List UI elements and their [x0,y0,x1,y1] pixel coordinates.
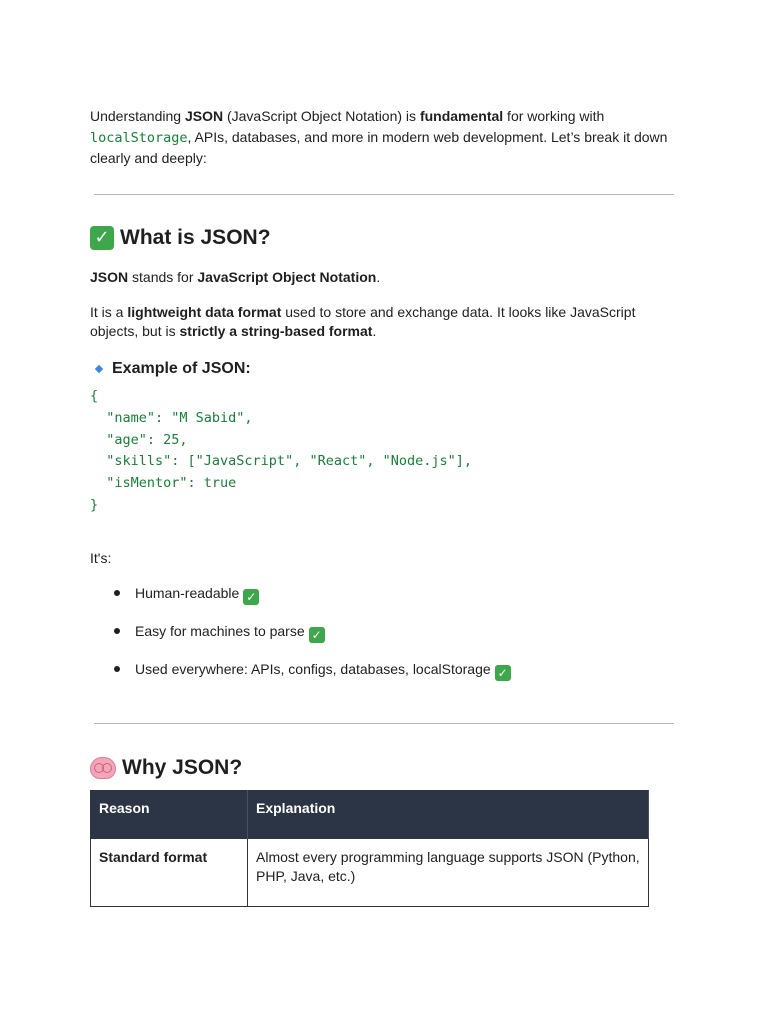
intro-text: , APIs, databases, and more in modern web development. Let’s break it down clearly and deeply: [90,128,668,166]
its-label: It's: [90,550,112,566]
section-heading-what-is-json [90,226,271,250]
bold-full-name: JavaScript Object Notation [197,269,377,285]
table-cell-reason: Standard format [91,839,248,907]
json-code-block: { "name": "M Sabid", "age": 25, "skills": ["JavaScript", "React", "Node.js"], "isMentor": true } [90,388,473,513]
definition-paragraph [90,268,680,287]
bold-string-based: strictly a string-based format [179,323,373,339]
section-heading-why-json [90,756,242,780]
feature-list [90,583,511,697]
blue-diamond-icon [95,365,103,373]
list-item [90,659,511,697]
table-header-row [91,791,649,839]
bold-lightweight: lightweight data format [127,304,282,320]
check-mark-icon: ✓ [90,226,114,250]
subheading-text: Example of JSON: [112,360,251,377]
table-cell-explanation: Almost every programming language supports JSON (Python, PHP, Java, etc.) [248,839,649,907]
text: stands for [128,269,198,285]
check-mark-icon: ✓ [309,627,325,643]
intro-paragraph [90,106,680,169]
intro-fundamental-bold: fundamental [419,108,504,124]
divider [94,723,674,724]
check-mark-icon: ✓ [243,589,259,605]
description-paragraph [90,303,680,341]
bold-json: JSON [90,269,129,285]
check-mark-icon: ✓ [495,665,511,681]
list-item [90,621,511,659]
intro-json-bold: JSON [184,108,224,124]
intro-text: (JavaScript Object Notation) is [223,108,420,124]
text: used to store and exchange data. It looks like JavaScript objects, but is [90,304,636,339]
list-item-text: Easy for machines to parse [135,623,305,639]
inline-code-localstorage: localStorage [90,129,188,146]
reasons-table [90,790,649,907]
divider [94,194,674,195]
column-header-reason: Reason [91,791,248,839]
intro-text: for working with [503,108,605,124]
text: . [376,269,381,285]
brain-icon [90,757,116,779]
intro-text: Understanding [90,108,185,124]
list-item [90,583,511,621]
list-item-text: Human-readable [135,585,240,601]
heading-text: Why JSON? [122,756,243,779]
table-row [91,839,649,907]
text: . [372,323,377,339]
column-header-explanation: Explanation [248,791,649,839]
text: It is a [90,304,128,320]
list-item-text: Used everywhere: APIs, configs, databases, localStorage [135,661,491,677]
subheading-example [90,360,251,378]
heading-text: What is JSON? [120,226,271,249]
